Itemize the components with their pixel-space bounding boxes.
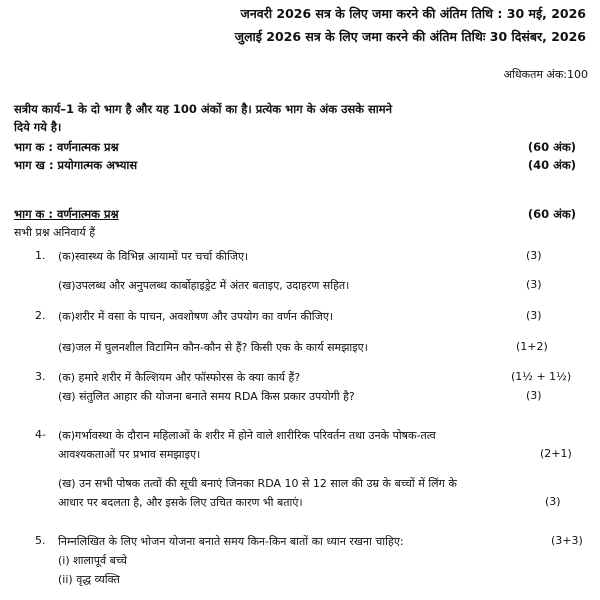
q4-part-a-line-1: (क)गर्भावस्था के दौरान महिलाओं के शरीर में होने वाले शारीरिक परिवर्तन तथा उनके पोषक-तत्व <box>58 429 436 442</box>
q4-part-b-marks: (3) <box>545 495 561 508</box>
q2-part-b: (ख)जल में घुलनशील विटामिन कौन-कौन से हैं? किसी एक के कार्य समझाइए। <box>58 341 368 354</box>
q2-part-b-marks: (1+2) <box>516 340 548 353</box>
q3-part-b: (ख) संतुलित आहार की योजना बनाते समय RDA किस प्रकार उपयोगी है? <box>58 390 355 403</box>
q3-part-b-marks: (3) <box>526 389 542 402</box>
section-a-marks: (60 अंक) <box>527 207 576 221</box>
deadline-july: जुलाई 2026 सत्र के लिए जमा करने की अंतिम तिथिः 30 दिसंबर, 2026 <box>234 29 586 44</box>
section-a-instruction: सभी प्रश्न अनिवार्य हैं <box>14 226 96 239</box>
q5-number: 5. <box>35 534 46 547</box>
part-b-label: भाग ख : प्रयोगात्मक अभ्यास <box>14 158 138 172</box>
q2-number: 2. <box>35 309 46 322</box>
part-a-marks: (60 अंक) <box>527 140 576 154</box>
intro-line-1: सत्रीय कार्य–1 के दो भाग है और यह 100 अंकों का है। प्रत्येक भाग के अंक उसके सामने <box>14 102 393 116</box>
deadline-january: जनवरी 2026 सत्र के लिए जमा करने की अंतिम तिथि : 30 मई, 2026 <box>240 6 586 21</box>
q2-part-a: (क)शरीर में वसा के पाचन, अवशोषण और उपयोग का वर्णन कीजिए। <box>58 310 334 323</box>
q1-part-b-marks: (3) <box>526 278 542 291</box>
q5-item-i: (i) शालापूर्व बच्चे <box>58 554 128 567</box>
q4-part-a-line-2: आवश्यकताओं पर प्रभाव समझाइए। <box>58 448 201 461</box>
part-b-marks: (40 अंक) <box>527 158 576 172</box>
max-marks: अधिकतम अंक:100 <box>503 68 588 81</box>
section-a-title: भाग क : वर्णनात्मक प्रश्न <box>14 207 119 221</box>
q4-part-b-line-1: (ख) उन सभी पोषक तत्वों की सूची बनाएं जिनका RDA 10 से 12 साल की उम्र के बच्चों में लिंग के <box>58 477 457 490</box>
part-a-label: भाग क : वर्णनात्मक प्रश्न <box>14 140 119 154</box>
q1-number: 1. <box>35 249 46 262</box>
q3-number: 3. <box>35 370 46 383</box>
q3-part-a: (क) हमारे शरीर में कैल्शियम और फॉस्फोरस के क्या कार्य हैं? <box>58 371 301 384</box>
q4-number: 4- <box>35 428 46 441</box>
q1-part-b: (ख)उपलब्ध और अनुपलब्ध कार्बोहाइड्रेट में अंतर बताइए, उदाहरण सहित। <box>58 279 350 292</box>
q1-part-a: (क)स्वास्थ्य के विभिन्न आयामों पर चर्चा कीजिए। <box>58 250 249 263</box>
q5-marks: (3+3) <box>551 534 583 547</box>
q4-part-a-marks: (2+1) <box>540 447 572 460</box>
q2-part-a-marks: (3) <box>526 309 542 322</box>
q5-item-ii: (ii) वृद्ध व्यक्ति <box>58 573 120 586</box>
q1-part-a-marks: (3) <box>526 249 542 262</box>
intro-line-2: दिये गये है। <box>14 120 62 134</box>
q3-part-a-marks: (1½ + 1½) <box>511 370 572 383</box>
q4-part-b-line-2: आधार पर बदलता है, और इसके लिए उचित कारण भी बताएं। <box>58 496 303 509</box>
q5-text: निम्नलिखित के लिए भोजन योजना बनाते समय किन-किन बातों का ध्यान रखना चाहिए: <box>58 535 404 548</box>
